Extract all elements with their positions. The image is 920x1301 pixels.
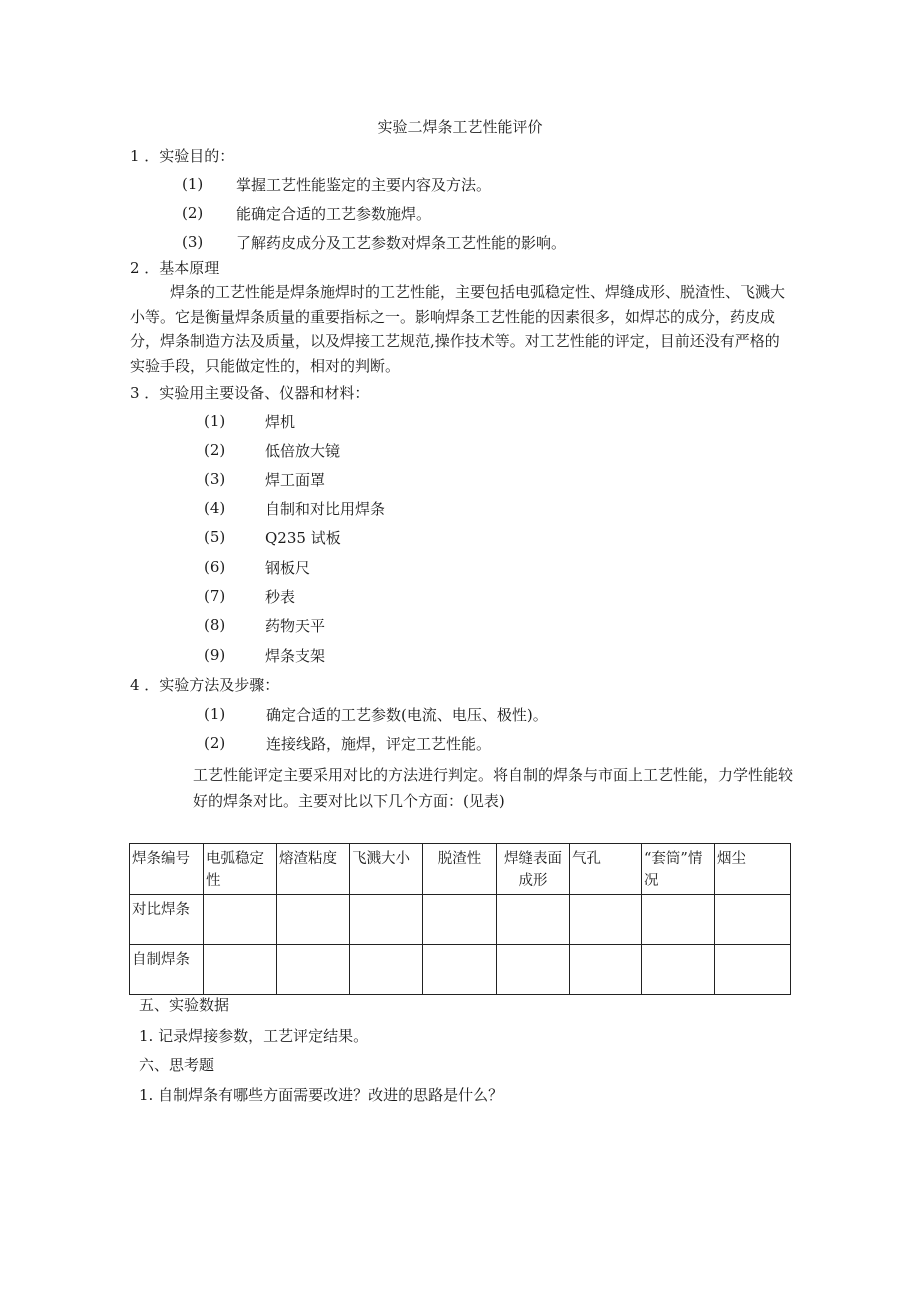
- table-cell: [642, 895, 715, 945]
- table-header-cell: “套筒”情况: [642, 844, 715, 895]
- table-cell: [350, 895, 423, 945]
- s3-item-num-4: (4): [204, 499, 226, 517]
- s1-item-num-2: (2): [182, 204, 204, 222]
- s1-item-num-1: (1): [182, 175, 204, 193]
- s3-item-text-6: 钢板尺: [265, 559, 311, 577]
- table-header-cell: 脱渣性: [423, 844, 497, 895]
- table-header-cell: 熔渣粘度: [277, 844, 350, 895]
- s3-item-text-1: 焊机: [265, 413, 296, 431]
- table-header-row: [130, 844, 791, 895]
- s4-item-num-2: (2): [204, 734, 226, 752]
- s3-item-text-7: 秒表: [265, 588, 296, 606]
- s1-item-text-1: 掌握工艺性能鉴定的主要内容及方法。: [236, 176, 492, 194]
- s1-item-text-2: 能确定合适的工艺参数施焊。: [236, 205, 432, 223]
- s3-item-text-9: 焊条支架: [265, 647, 326, 665]
- table-cell: [642, 945, 715, 995]
- table-header-cell: 气孔: [570, 844, 642, 895]
- s4-item-text-2: 连接线路，施焊，评定工艺性能。: [266, 735, 492, 753]
- table-row-label: 自制焊条: [130, 945, 204, 995]
- s4-item-text-1: 确定合适的工艺参数(电流、电压、极性)。: [266, 706, 548, 724]
- section-2-heading: 2 ．基本原理: [130, 259, 220, 277]
- table-header-cell: 电弧稳定性: [204, 844, 277, 895]
- s3-item-text-4: 自制和对比用焊条: [265, 500, 386, 518]
- table-cell: [204, 895, 277, 945]
- s4-item-num-1: (1): [204, 705, 226, 723]
- table-cell: [715, 895, 791, 945]
- table-cell: [497, 945, 570, 995]
- section-2-paragraph: 焊条的工艺性能是焊条施焊时的工艺性能，主要包括电弧稳定性、焊缝成形、脱渣性、飞溅大小等。它是衡量焊条质量的重要指标之一。影响焊条工艺性能的因素很多，如焊芯的成分，药皮成分，焊条制造方法及质量，以及焊接工艺规范,操作技术等。对工艺性能的评定，目前还没有严格的实验手段，只能做定性的，相对的判断。: [130, 283, 786, 375]
- section-6-heading: 六、思考题: [139, 1056, 215, 1074]
- table-cell: [204, 945, 277, 995]
- table-cell: [423, 895, 497, 945]
- section-1-heading: 1 ．实验目的：: [130, 147, 235, 165]
- table-cell: [570, 895, 642, 945]
- s3-item-text-2: 低倍放大镜: [265, 442, 341, 460]
- document-title: 实验二焊条工艺性能评价: [377, 118, 543, 136]
- table-row: [130, 895, 791, 945]
- section-6-item: 1. 自制焊条有哪些方面需要改进？改进的思路是什么？: [139, 1086, 504, 1104]
- s3-item-num-7: (7): [204, 587, 226, 605]
- s3-item-num-3: (3): [204, 470, 226, 488]
- table-header-cell: 焊条编号: [130, 844, 204, 895]
- table-row-label: 对比焊条: [130, 895, 204, 945]
- s1-item-text-3: 了解药皮成分及工艺参数对焊条工艺性能的影响。: [236, 234, 567, 252]
- s3-item-num-5: (5): [204, 528, 226, 546]
- section-3-heading: 3 ．实验用主要设备、仪器和材料：: [130, 384, 370, 402]
- section-4-heading: 4 ．实验方法及步骤：: [130, 676, 280, 694]
- section-5-item: 1. 记录焊接参数，工艺评定结果。: [139, 1027, 369, 1045]
- comparison-table: [129, 843, 791, 995]
- table-cell: [277, 945, 350, 995]
- s3-item-text-5: Q235 试板: [265, 529, 341, 547]
- s3-item-num-1: (1): [204, 412, 226, 430]
- s3-item-num-9: (9): [204, 646, 226, 664]
- table-header-cell: 焊缝表面成形: [497, 844, 570, 895]
- section-5-heading: 五、实验数据: [139, 996, 230, 1014]
- table-cell: [423, 945, 497, 995]
- table-row: [130, 945, 791, 995]
- s3-item-num-8: (8): [204, 616, 226, 634]
- s3-item-text-3: 焊工面罩: [265, 471, 326, 489]
- table-header-cell: 烟尘: [715, 844, 791, 895]
- section-4-paragraph: 工艺性能评定主要采用对比的方法进行判定。将自制的焊条与市面上工艺性能，力学性能较好的焊条对比。主要对比以下几个方面：(见表): [193, 766, 794, 810]
- table-cell: [277, 895, 350, 945]
- table-cell: [570, 945, 642, 995]
- table-header-cell: 飞溅大小: [350, 844, 423, 895]
- table-cell: [497, 895, 570, 945]
- s3-item-num-6: (6): [204, 558, 226, 576]
- s3-item-text-8: 药物天平: [265, 617, 326, 635]
- s3-item-num-2: (2): [204, 441, 226, 459]
- table-cell: [715, 945, 791, 995]
- table-cell: [350, 945, 423, 995]
- s1-item-num-3: (3): [182, 233, 204, 251]
